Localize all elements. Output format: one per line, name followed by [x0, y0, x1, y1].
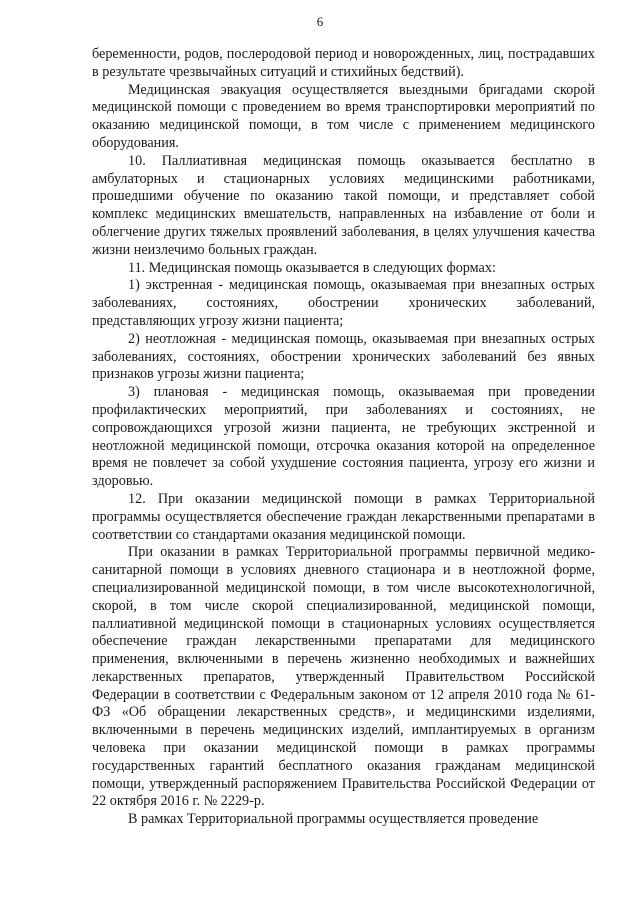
paragraph-drug-provision: При оказании в рамках Территориальной программы первичной медико-санитарной помощи в условиях дневного стационара и в неотложной форме, специализированной медицинской помощи, в том числе высокотехнологичной, скорой, в том числе скорой специализированной, медицинской помощи, паллиативной медицинской помощи в стационарных условиях осуществляется обеспечение граждан лекарственными препаратами для медицинского применения, включенными в перечень жизненно необходимых и важнейших лекарственных препаратов, утвержденный Правительством Российской Федерации в соответствии с Федеральным законом от 12 апреля 2010 года № 61-ФЗ «Об обращении лекарственных средств», и медицинскими изделиями, включенными в перечень медицинских изделий, имплантируемых в организм человека при оказании медицинской помощи в рамках программы государственных гарантий бесплатного оказания гражданам медицинской помощи, утвержденный распоряжением Правительства Российской Федерации от 22 октября 2016 г. № 2229-р.	[92, 544, 595, 810]
page-number: 6	[316, 14, 324, 29]
paragraph-continuation: беременности, родов, послеродовой период и новорожденных, лиц, пострадавших в результате чрезвычайных ситуаций и стихийных бедствий).	[92, 46, 595, 80]
paragraph-item-10: 10. Паллиативная медицинская помощь оказывается бесплатно в амбулаторных и стационарных условиях медицинскими работниками, прошедшими обучение по оказанию такой помощи, и представляет собой комплекс медицинских вмешательств, направленных на избавление от боли и облегчение других тяжелых проявлений заболевания, в целях улучшения качества жизни неизлечимо больных граждан.	[92, 152, 595, 258]
paragraph-item-11-1: 1) экстренная - медицинская помощь, оказываемая при внезапных острых заболеваниях, состояниях, обострении хронических заболеваний, представляющих угрозу жизни пациента;	[92, 277, 595, 329]
paragraph-item-11: 11. Медицинская помощь оказывается в следующих формах:	[128, 259, 496, 276]
paragraph-medical-evacuation: Медицинская эвакуация осуществляется выездными бригадами скорой медицинской помощи с проведением во время транспортировки мероприятий по оказанию медицинской помощи, в том числе с применением медицинского оборудования.	[92, 81, 595, 151]
document-body	[92, 46, 595, 829]
paragraph-item-11-2: 2) неотложная - медицинская помощь, оказываемая при внезапных острых заболеваниях, состояниях, обострении хронических заболеваний без явных признаков угрозы жизни пациента;	[92, 330, 595, 383]
paragraph-item-11-3: 3) плановая - медицинская помощь, оказываемая при проведении профилактических мероприятий, при заболеваниях и состояниях, не сопровождающихся угрозой жизни пациента, не требующих экстренной и неотложной медицинской помощи, отсрочка оказания которой на определенное время не повлечет за собой ухудшение состояния пациента, угрозу его жизни и здоровью.	[92, 384, 595, 490]
paragraph-item-12: 12. При оказании медицинской помощи в рамках Территориальной программы осуществляется обеспечение граждан лекарственными препаратами в соответствии со стандартами оказания медицинской помощи.	[92, 490, 595, 543]
paragraph-trailing: В рамках Территориальной программы осуществляется проведение	[128, 811, 539, 828]
